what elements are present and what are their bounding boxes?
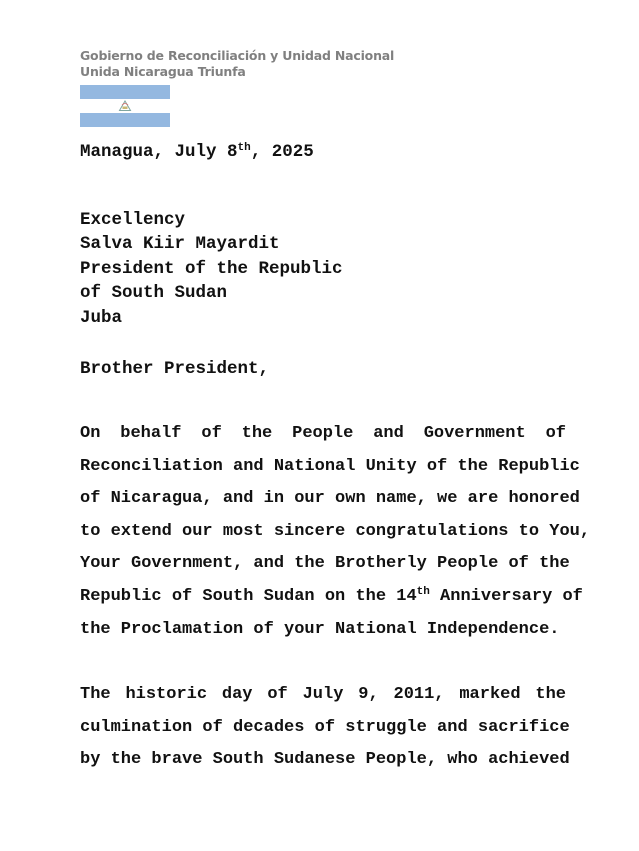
address-line: Juba (80, 307, 123, 328)
coat-of-arms-icon (118, 99, 132, 113)
paragraph-line: culmination of decades of struggle and sacrifice (80, 717, 570, 737)
paragraph-line: On behalf of the People and Government of (80, 424, 566, 443)
paragraph-line: Reconciliation and National Unity of the Republic (80, 456, 580, 476)
body-paragraph-2 (80, 679, 570, 777)
recipient-address (80, 208, 343, 330)
paragraph-line: Your Government, and the Brotherly People of the (80, 554, 570, 574)
address-line: Excellency (80, 210, 186, 230)
body-paragraph-1 (80, 418, 591, 646)
paragraph-line: of Nicaragua, and in our own name, we are honored (80, 489, 580, 509)
address-line: President of the Republic (80, 258, 343, 279)
nicaragua-flag-icon (80, 85, 170, 127)
letterhead-slogan: Unida Nicaragua Triunfa (80, 64, 246, 79)
salutation: Brother President, (80, 359, 270, 379)
letterhead (80, 48, 394, 80)
paragraph-line: The historic day of July 9, 2011, marked the (80, 685, 566, 704)
address-line: of South Sudan (80, 283, 228, 304)
paragraph-line: by the brave South Sudanese People, who achieved (80, 750, 570, 770)
paragraph-line: Republic of South Sudan on the 14th Anniversary of (80, 585, 583, 606)
paragraph-line: to extend our most sincere congratulations to You, (80, 521, 591, 541)
letterhead-government-name: Gobierno de Reconciliación y Unidad Nacional (80, 48, 395, 63)
letter-date: Managua, July 8th, 2025 (80, 142, 314, 162)
paragraph-line: the Proclamation of your National Independence. (80, 619, 560, 639)
address-line: Salva Kiir Mayardit (80, 234, 280, 255)
